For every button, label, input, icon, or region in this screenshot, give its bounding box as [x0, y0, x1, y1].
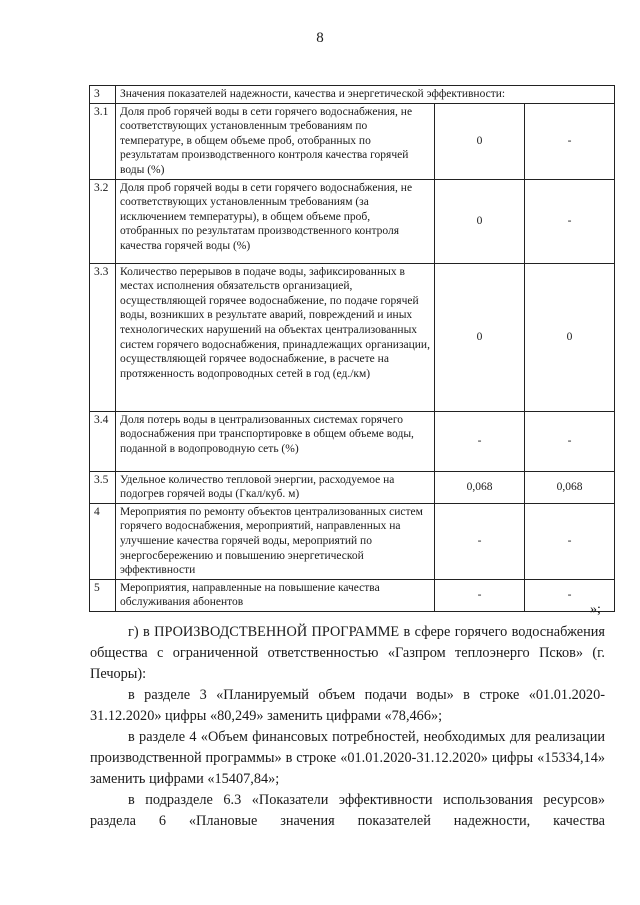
row-number: 4 — [90, 503, 116, 579]
table-row — [90, 503, 615, 579]
row-description: Мероприятия, направленные на повышение качества обслуживания абонентов — [116, 579, 435, 611]
row-value-1: - — [435, 503, 525, 579]
row-value-1: 0 — [435, 263, 525, 411]
row-value-2: - — [525, 179, 615, 263]
row-value-2: - — [525, 579, 615, 611]
row-value-2: - — [525, 411, 615, 471]
row-value-2: 0,068 — [525, 471, 615, 503]
row-description: Доля проб горячей воды в сети горячего водоснабжения, не соответствующих установленным требованиям по температуре, в общем объеме проб, отобранных по результатам производственного контроля качества горячей воды (%) — [116, 103, 435, 179]
row-value-1: - — [435, 411, 525, 471]
row-number: 3.3 — [90, 263, 116, 411]
table-row — [90, 579, 615, 611]
indicators-table — [89, 85, 615, 612]
row-description: Доля потерь воды в централизованных системах горячего водоснабжения при транспортировке в общем объеме воды, поданной в водопроводную сеть (%) — [116, 411, 435, 471]
closing-quote: »; — [590, 602, 601, 617]
row-value-1: 0,068 — [435, 471, 525, 503]
row-number: 3.1 — [90, 103, 116, 179]
section-header-text: Значения показателей надежности, качества и энергетической эффективности: — [116, 86, 615, 104]
row-description: Количество перерывов в подаче воды, зафиксированных в местах исполнения обязательств организацией, осуществляющей горячее водоснабжение, по подаче горячей воды, возникших в результате аварий, повреждений и иных технологических нарушений на объектах централизованных систем горячего водоснабжения, принадлежащих организации, осуществляющей горячее водоснабжение, в расчете на протяженность водопроводных сетей в год (ед./км) — [116, 263, 435, 411]
paragraph-section-3: в разделе 3 «Планируемый объем подачи воды» в строке «01.01.2020-31.12.2020» цифры «80,249» заменить цифрами «78,466»; — [90, 687, 605, 724]
row-value-1: - — [435, 579, 525, 611]
paragraph-section-4: в разделе 4 «Объем финансовых потребностей, необходимых для реализации производственной программы» в строке «01.01.2020-31.12.2020» цифры «15334,14» заменить цифрами «15407,84»; — [90, 729, 605, 787]
row-value-1: 0 — [435, 103, 525, 179]
paragraph-program-intro: г) в ПРОИЗВОДСТВЕННОЙ ПРОГРАММЕ в сфере горячего водоснабжения общества с ограниченной ответственностью «Газпром теплоэнерго Псков» (г. Печоры): — [90, 624, 605, 682]
table-row — [90, 471, 615, 503]
table-section-header-row — [90, 86, 615, 104]
row-description: Доля проб горячей воды в сети горячего водоснабжения, не соответствующих установленным требованиям (за исключением температуры), в общем объеме проб, отобранных по результатам производственного контроля качества горячей воды (%) — [116, 179, 435, 263]
table-row — [90, 411, 615, 471]
row-description: Удельное количество тепловой энергии, расходуемое на подогрев горячей воды (Гкал/куб. м) — [116, 471, 435, 503]
row-number: 3.2 — [90, 179, 116, 263]
table-row — [90, 179, 615, 263]
row-value-2: - — [525, 103, 615, 179]
row-value-2: - — [525, 503, 615, 579]
row-value-2: 0 — [525, 263, 615, 411]
table-row — [90, 103, 615, 179]
page-number: 8 — [316, 30, 324, 46]
row-number: 3.4 — [90, 411, 116, 471]
row-number: 3 — [90, 86, 116, 104]
row-number: 5 — [90, 579, 116, 611]
row-number: 3.5 — [90, 471, 116, 503]
row-value-1: 0 — [435, 179, 525, 263]
paragraph-subsection-6-3: в подразделе 6.3 «Показатели эффективности использования ресурсов» раздела 6 «Плановые значения показателей надежности, качества — [90, 792, 605, 829]
row-description: Мероприятия по ремонту объектов централизованных систем горячего водоснабжения, мероприятий, направленных на улучшение качества горячей воды, мероприятий по энергосбережению и повышению энергетической эффективности — [116, 503, 435, 579]
table-row — [90, 263, 615, 411]
